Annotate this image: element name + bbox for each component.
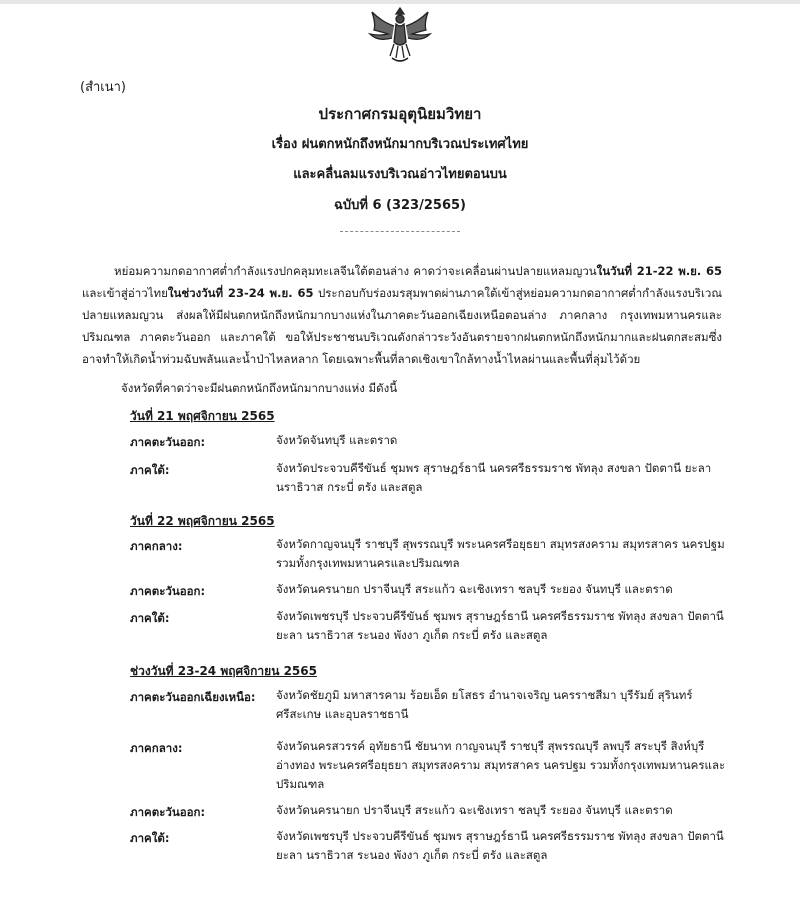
region-provinces: จังหวัดจันทบุรี และตราด (276, 433, 398, 447)
body-date-2: ในช่วงวันที่ 23-24 พ.ย. 65 (167, 286, 314, 300)
body-date-1: ในวันที่ 21-22 พ.ย. 65 (596, 264, 722, 278)
title-separator (340, 231, 460, 232)
body-text-1: หย่อมความกดอากาศต่ำกำลังแรงปกคลุมทะเลจีนใต้ตอนล่าง คาดว่าจะเคลื่อนผ่านปลายแหลมญวน (114, 264, 597, 278)
region-label: ภาคใต้: (130, 463, 170, 477)
day-heading: ช่วงวันที่ 23-24 พฤศจิกายน 2565 (130, 664, 317, 678)
document-subject-line-1: เรื่อง ฝนตกหนักถึงหนักมากบริเวณประเทศไทย (271, 137, 529, 152)
copy-label: (สำเนา) (80, 80, 127, 95)
region-provinces: จังหวัดชัยภูมิ มหาสารคาม ร้อยเอ็ด ยโสธร อำนาจเจริญ นครราชสีมา บุรีรัมย์ สุรินทร์ ศรีสะเกษ และอุบลราชธานี (276, 688, 693, 721)
region-label: ภาคตะวันออก: (130, 805, 206, 819)
region-label: ภาคตะวันออก: (130, 584, 206, 598)
region-label: ภาคใต้: (130, 831, 170, 845)
garuda-emblem-icon (366, 4, 434, 66)
region-label: ภาคกลาง: (130, 741, 183, 755)
region-provinces: จังหวัดเพชรบุรี ประจวบคีรีขันธ์ ชุมพร สุราษฎร์ธานี นครศรีธรรมราช พัทลุง สงขลา ปัตตานี ยะลา นราธิวาส ระนอง พังงา ภูเก็ต กระบี่ ตรัง และสตูล (276, 829, 724, 862)
document-title: ประกาศกรมอุตุนิยมวิทยา (318, 105, 482, 123)
body-text-2: และเข้าสู่อ่าวไทย (82, 286, 168, 300)
body-text-3: ประกอบกับร่องมรสุมพาดผ่านภาคใต้เข้าสู่หย่อมความกดอากาศต่ำกำลังแรงบริเวณปลายแหลมญวน ส่งผลให้มีฝนตกหนักถึงหนักมากบางแห่งในภาคตะวันออกเฉียงเหนือตอนล่าง ภาคกลาง กรุงเทพมหานครและปริมณฑล ภาคตะวันออก และภาคใต้ ขอให้ประชาชนบริเวณดังกล่าวระวังอันตรายจากฝนตกหนักถึงหนักมากและฝนตกสะสมซึ่งอาจทำให้เกิดน้ำท่วมฉับพลันและน้ำป่าไหลหลาก โดยเฉพาะพื้นที่ลาดเชิงเขาใกล้ทางน้ำไหลผ่านและพื้นที่ลุ่มไว้ด้วย (82, 286, 723, 366)
document-issue-number: ฉบับที่ 6 (323/2565) (334, 198, 466, 213)
day-heading: วันที่ 22 พฤศจิกายน 2565 (130, 514, 275, 528)
region-label: ภาคตะวันออกเฉียงเหนือ: (130, 690, 256, 704)
region-provinces: จังหวัดเพชรบุรี ประจวบคีรีขันธ์ ชุมพร สุราษฎร์ธานี นครศรีธรรมราช พัทลุง สงขลา ปัตตานี ยะลา นราธิวาส ระนอง พังงา ภูเก็ต กระบี่ ตรัง และสตูล (276, 609, 724, 642)
forecast-intro: จังหวัดที่คาดว่าจะมีฝนตกหนักถึงหนักมากบางแห่ง มีดังนี้ (121, 381, 398, 395)
region-provinces: จังหวัดกาญจนบุรี ราชบุรี สุพรรณบุรี พระนครศรีอยุธยา สมุทรสงคราม สมุทรสาคร นครปฐม รวมทั้งกรุงเทพมหานครและปริมณฑล (276, 537, 725, 570)
region-provinces: จังหวัดนครนายก ปราจีนบุรี สระแก้ว ฉะเชิงเทรา ชลบุรี ระยอง จันทบุรี และตราด (276, 582, 673, 596)
region-label: ภาคใต้: (130, 611, 170, 625)
region-provinces: จังหวัดนครสวรรค์ อุทัยธานี ชัยนาท กาญจนบุรี ราชบุรี สุพรรณบุรี ลพบุรี สระบุรี สิงห์บุรี อ่างทอง พระนครศรีอยุธยา สมุทรสงคราม สมุทรสาคร นครปฐม รวมทั้งกรุงเทพมหานครและปริมณฑล (276, 739, 726, 791)
region-label: ภาคตะวันออก: (130, 435, 206, 449)
region-provinces: จังหวัดประจวบคีรีขันธ์ ชุมพร สุราษฎร์ธานี นครศรีธรรมราช พัทลุง สงขลา ปัตตานี ยะลา นราธิวาส กระบี่ ตรัง และสตูล (276, 461, 712, 494)
day-heading: วันที่ 21 พฤศจิกายน 2565 (130, 409, 275, 423)
region-label: ภาคกลาง: (130, 539, 183, 553)
document-subject-line-2: และคลื่นลมแรงบริเวณอ่าวไทยตอนบน (293, 167, 507, 182)
region-provinces: จังหวัดนครนายก ปราจีนบุรี สระแก้ว ฉะเชิงเทรา ชลบุรี ระยอง จันทบุรี และตราด (276, 803, 673, 817)
announcement-body (82, 260, 722, 370)
